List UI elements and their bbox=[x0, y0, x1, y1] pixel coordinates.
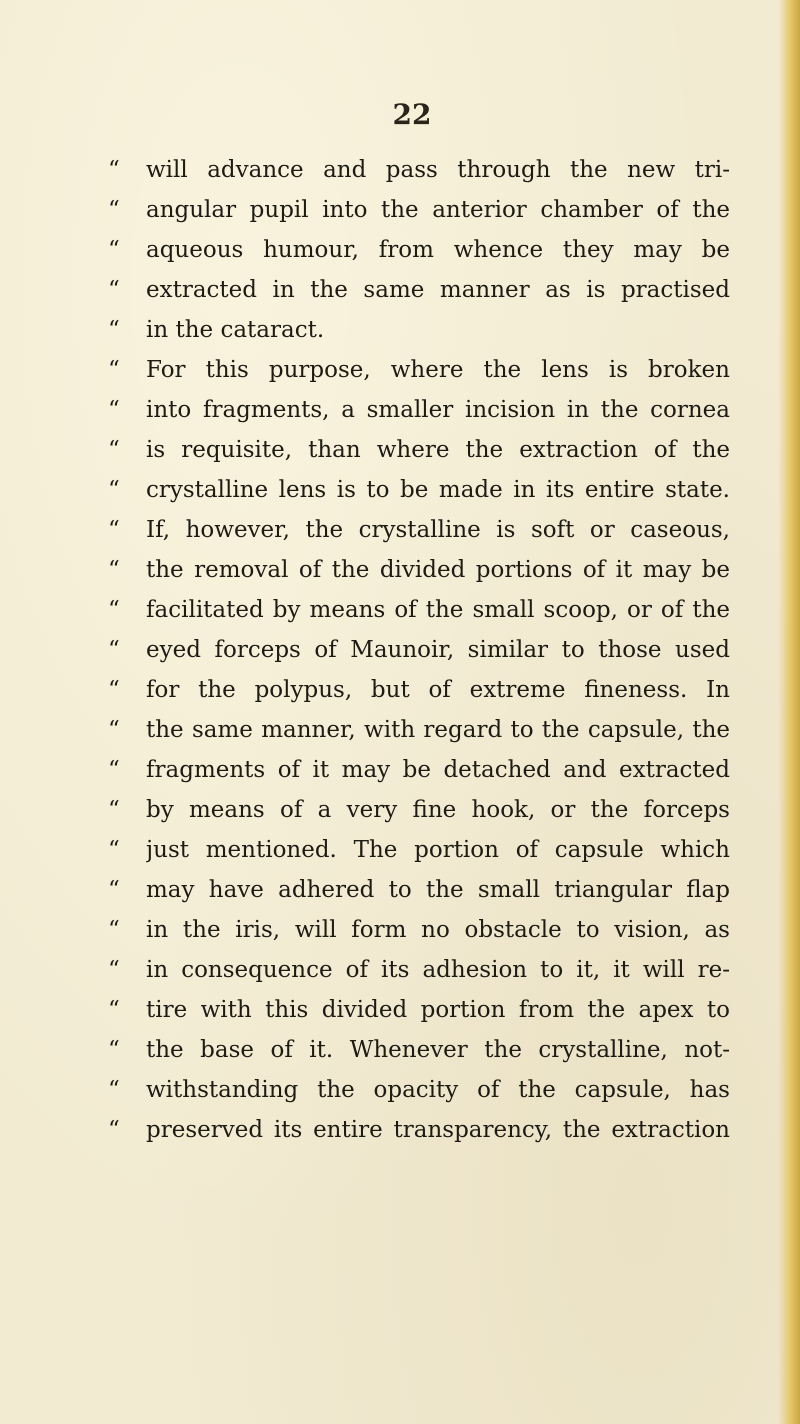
text-line bbox=[108, 750, 730, 790]
quote-mark: “ bbox=[108, 157, 120, 183]
quote-mark: “ bbox=[108, 957, 120, 983]
quote-mark: “ bbox=[108, 997, 120, 1023]
line-text: withstanding the opacity of the capsule, has bbox=[146, 1077, 730, 1103]
line-text: aqueous humour, from whence they may be bbox=[146, 237, 730, 263]
quote-mark: “ bbox=[108, 717, 120, 743]
text-line bbox=[108, 350, 730, 390]
quote-mark: “ bbox=[108, 317, 120, 343]
body-text bbox=[108, 150, 730, 1150]
quote-mark: “ bbox=[108, 437, 120, 463]
text-line bbox=[108, 670, 730, 710]
text-line bbox=[108, 150, 730, 190]
text-line bbox=[108, 950, 730, 990]
quote-mark: “ bbox=[108, 917, 120, 943]
text-line bbox=[108, 230, 730, 270]
text-line bbox=[108, 990, 730, 1030]
quote-mark: “ bbox=[108, 517, 120, 543]
line-text: will advance and pass through the new tri- bbox=[146, 157, 730, 183]
line-text: the base of it. Whenever the crystalline, not- bbox=[146, 1037, 730, 1063]
line-text: in the cataract. bbox=[146, 317, 325, 343]
text-line bbox=[108, 310, 730, 350]
quote-mark: “ bbox=[108, 797, 120, 823]
line-text: in consequence of its adhesion to it, it will re- bbox=[146, 957, 730, 983]
quote-mark: “ bbox=[108, 197, 120, 223]
text-line bbox=[108, 510, 730, 550]
line-text: angular pupil into the anterior chamber of the bbox=[146, 197, 730, 223]
quote-mark: “ bbox=[108, 1037, 120, 1063]
line-text: For this purpose, where the lens is broken bbox=[146, 357, 730, 383]
text-line bbox=[108, 590, 730, 630]
line-text: for the polypus, but of extreme fineness. In bbox=[146, 677, 730, 703]
line-text: If, however, the crystalline is soft or caseous, bbox=[146, 517, 730, 543]
quote-mark: “ bbox=[108, 237, 120, 263]
line-text: preserved its entire transparency, the extraction bbox=[146, 1117, 730, 1143]
line-text: tire with this divided portion from the apex to bbox=[146, 997, 730, 1023]
text-line bbox=[108, 390, 730, 430]
quote-mark: “ bbox=[108, 557, 120, 583]
line-text: by means of a very fine hook, or the forceps bbox=[146, 797, 730, 823]
text-line bbox=[108, 190, 730, 230]
text-line bbox=[108, 830, 730, 870]
page-number: 22 bbox=[392, 98, 432, 131]
quote-mark: “ bbox=[108, 277, 120, 303]
line-text: fragments of it may be detached and extracted bbox=[146, 757, 730, 783]
text-line bbox=[108, 470, 730, 510]
quote-mark: “ bbox=[108, 1117, 120, 1143]
quote-mark: “ bbox=[108, 357, 120, 383]
page-edge-shadow bbox=[778, 0, 800, 1424]
text-line bbox=[108, 710, 730, 750]
quote-mark: “ bbox=[108, 1077, 120, 1103]
text-line bbox=[108, 910, 730, 950]
text-line bbox=[108, 430, 730, 470]
quote-mark: “ bbox=[108, 397, 120, 423]
line-text: facilitated by means of the small scoop, or of the bbox=[146, 597, 730, 623]
quote-mark: “ bbox=[108, 597, 120, 623]
quote-mark: “ bbox=[108, 677, 120, 703]
quote-mark: “ bbox=[108, 637, 120, 663]
text-line bbox=[108, 630, 730, 670]
line-text: the same manner, with regard to the capsule, the bbox=[146, 717, 730, 743]
text-line bbox=[108, 1030, 730, 1070]
line-text: eyed forceps of Maunoir, similar to those used bbox=[146, 637, 730, 663]
text-line bbox=[108, 270, 730, 310]
quote-mark: “ bbox=[108, 877, 120, 903]
line-text: may have adhered to the small triangular flap bbox=[146, 877, 730, 903]
text-line bbox=[108, 790, 730, 830]
text-line bbox=[108, 870, 730, 910]
line-text: into fragments, a smaller incision in the cornea bbox=[146, 397, 730, 423]
quote-mark: “ bbox=[108, 757, 120, 783]
text-line bbox=[108, 1070, 730, 1110]
text-line bbox=[108, 1110, 730, 1150]
line-text: the removal of the divided portions of it may be bbox=[146, 557, 730, 583]
text-line bbox=[108, 550, 730, 590]
line-text: extracted in the same manner as is practised bbox=[146, 277, 730, 303]
line-text: crystalline lens is to be made in its entire state. bbox=[146, 477, 730, 503]
quote-mark: “ bbox=[108, 837, 120, 863]
quote-mark: “ bbox=[108, 477, 120, 503]
line-text: is requisite, than where the extraction of the bbox=[146, 437, 730, 463]
line-text: in the iris, will form no obstacle to vision, as bbox=[146, 917, 730, 943]
line-text: just mentioned. The portion of capsule which bbox=[146, 837, 730, 863]
